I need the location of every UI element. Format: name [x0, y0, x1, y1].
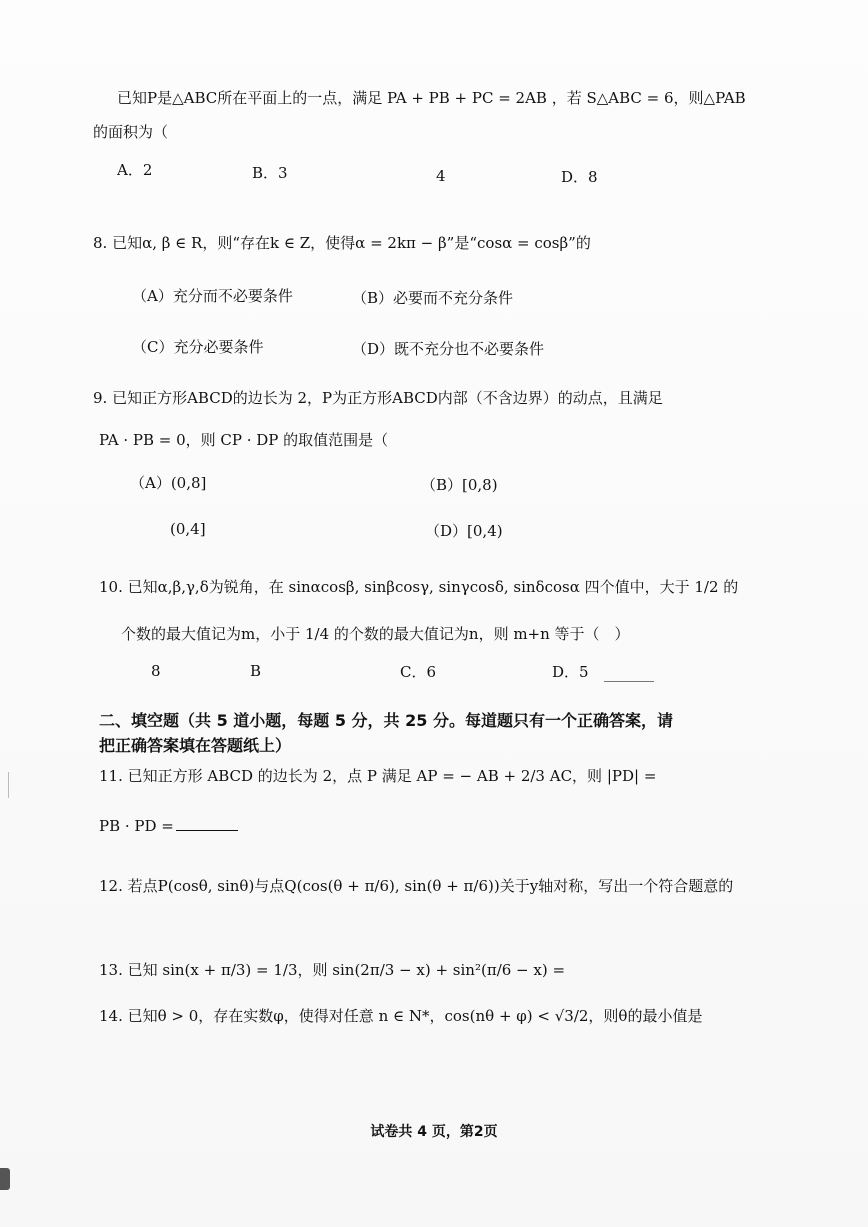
q10-option-c: C．6 [400, 663, 437, 681]
q9-option-b: （B）[0,8) [421, 476, 498, 494]
page-footer: 试卷共 4 页，第2页 [370, 1124, 498, 1140]
q13-stem: 13. 已知 sin(x + π/3) = 1/3，则 sin(2π/3 − x) + sin²(π/6 − x) = [99, 961, 566, 979]
q14-stem: 14. 已知θ > 0，存在实数φ，使得对任意 n ∈ N*，cos(nθ + φ) < √3/2，则θ的最小值是 [99, 1007, 703, 1025]
q10-stem-line1: 10. 已知α,β,γ,δ为锐角，在 sinαcosβ, sinβcosγ, sinγcosδ, sinδcosα 四个值中，大于 1/2 的 [99, 578, 739, 596]
q9-stem-line2: PA · PB = 0，则 CP · DP 的取值范围是（ [99, 431, 389, 449]
q7-option-d: D．8 [561, 168, 598, 186]
q7-option-a: A．2 [117, 161, 153, 179]
q11-answer-blank[interactable] [176, 830, 238, 831]
scan-edge-tick [8, 772, 9, 798]
q11-stem-line1: 11. 已知正方形 ABCD 的边长为 2，点 P 满足 AP = − AB + 2/3 AC，则 |PD| = [99, 767, 657, 785]
scan-dash-mark [604, 681, 654, 682]
q7-option-c: 4 [436, 167, 446, 185]
q12-stem: 12. 若点P(cosθ, sinθ)与点Q(cos(θ + π/6), sin(θ + π/6))关于y轴对称，写出一个符合题意的 [99, 877, 734, 895]
q7-stem-line1: 已知P是△ABC所在平面上的一点，满足 PA + PB + PC = 2AB ，若 S△ABC = 6，则△PAB [117, 89, 746, 107]
q11-expression: PB · PD = [99, 817, 174, 835]
scan-edge-mark [0, 1168, 10, 1190]
q8-option-b: （B）必要而不充分条件 [352, 289, 514, 307]
q9-stem-line1: 9. 已知正方形ABCD的边长为 2，P为正方形ABCD内部（不含边界）的动点，且满足 [93, 389, 663, 407]
q8-option-d: （D）既不充分也不必要条件 [352, 340, 545, 358]
q7-option-b: B．3 [252, 164, 288, 182]
q9-option-c: (0,4] [170, 520, 206, 538]
q11-stem-line2 [99, 816, 238, 836]
q8-option-a: （A）充分而不必要条件 [132, 287, 293, 305]
q8-option-c: （C）充分必要条件 [132, 338, 264, 356]
q7-stem-line2: 的面积为（ [93, 123, 169, 141]
q10-option-d: D．5 [552, 663, 589, 681]
q10-option-b: B [250, 662, 262, 680]
q10-stem-line2: 个数的最大值记为m，小于 1/4 的个数的最大值记为n，则 m+n 等于（ ） [121, 625, 630, 643]
q9-option-d: （D）[0,4) [425, 522, 503, 540]
q8-stem: 8. 已知α, β ∈ R，则“存在k ∈ Z，使得α = 2kπ − β”是“cosα = cosβ”的 [93, 234, 591, 252]
section-fill-in-heading-line1: 二、填空题（共 5 道小题，每题 5 分，共 25 分。每道题只有一个正确答案，请 [99, 711, 673, 730]
section-fill-in-heading-line2: 把正确答案填在答题纸上） [99, 736, 292, 755]
q9-option-a: （A）(0,8] [130, 474, 207, 492]
q10-option-a: 8 [151, 662, 161, 680]
